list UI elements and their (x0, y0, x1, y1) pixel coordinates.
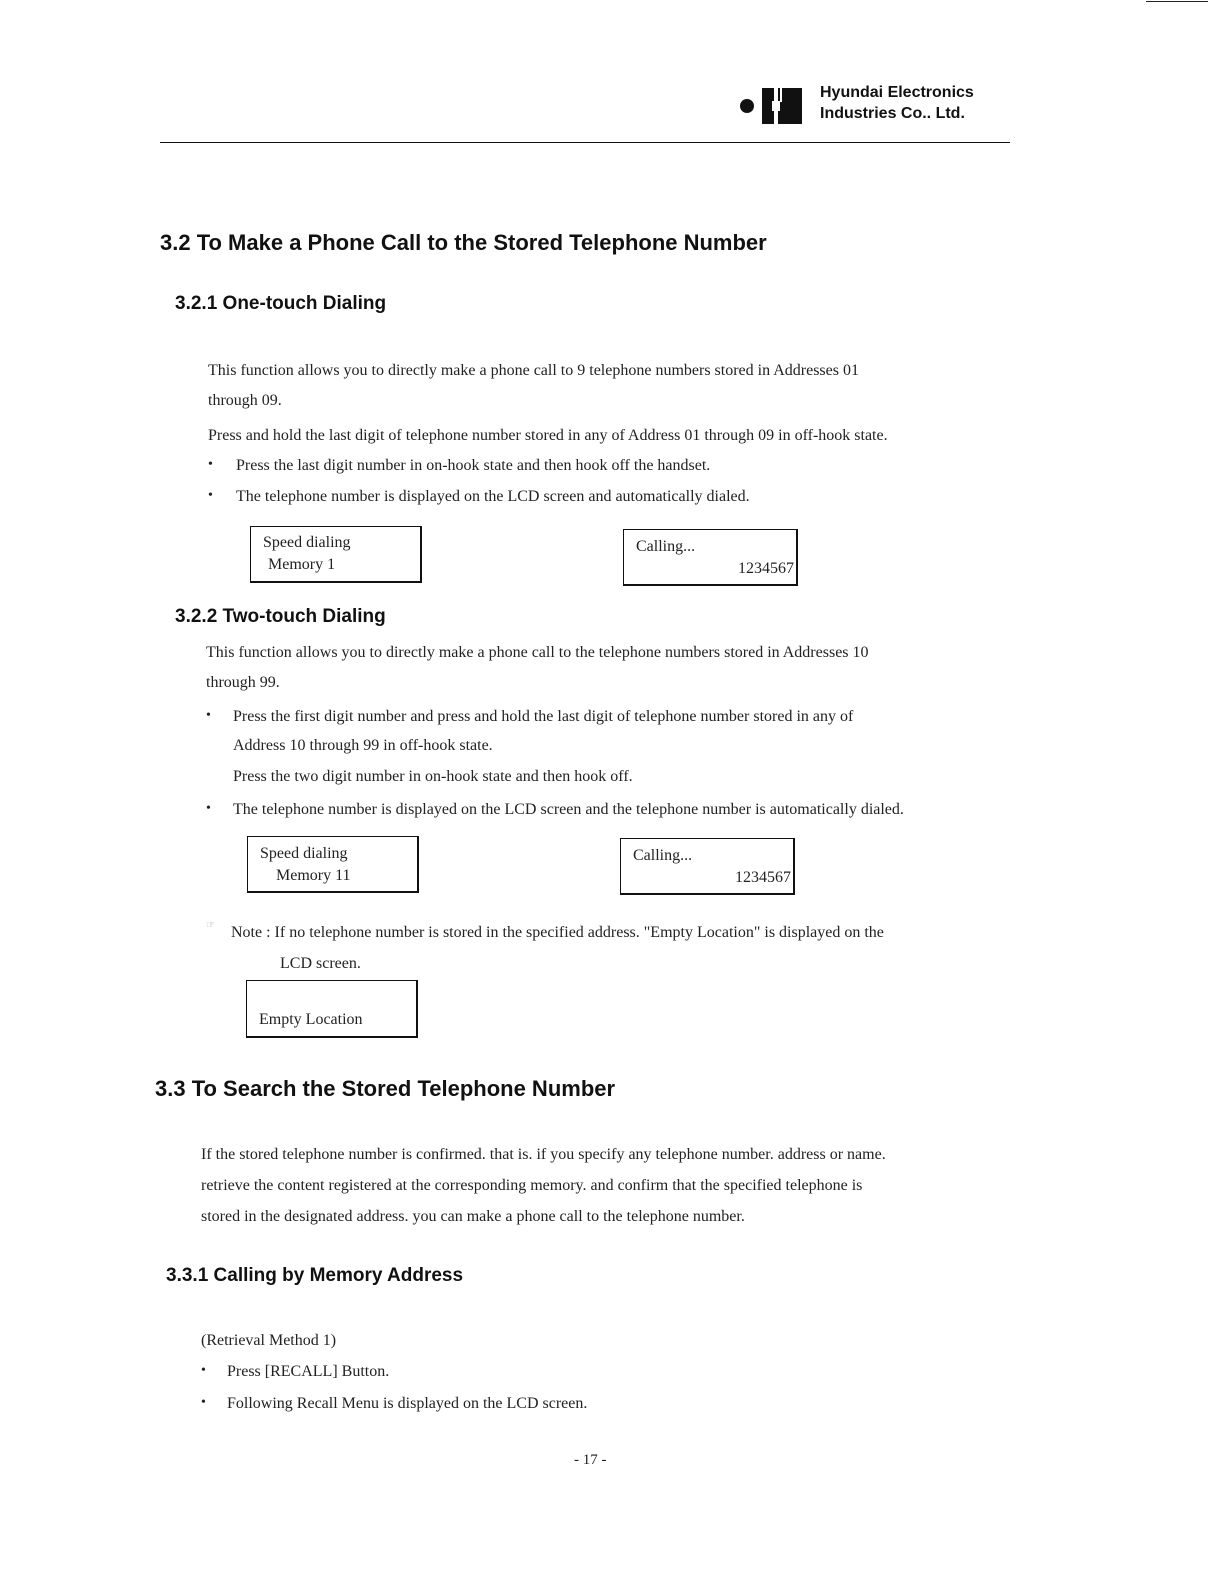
s33-para-line3: stored in the designated address. you can make a phone call to the telephone number. (201, 1208, 745, 1225)
corner-mark (1146, 1, 1208, 2)
lcd-calling-2 (620, 838, 795, 895)
bullet-dot: • (201, 1395, 206, 1410)
lcd-line-1: Calling... (633, 847, 693, 864)
s321-bullet1: Press the last digit number in on-hook state and then hook off the handset. (236, 457, 711, 474)
s331-method: (Retrieval Method 1) (201, 1332, 337, 1349)
bullet-dot: • (201, 1363, 206, 1378)
page-number: - 17 - (574, 1452, 607, 1468)
s321-bullet2: The telephone number is displayed on the LCD screen and automatically dialed. (236, 488, 750, 505)
section-3-3-1-title: 3.3.1 Calling by Memory Address (166, 1265, 464, 1286)
section-3-2-1-title: 3.2.1 One-touch Dialing (175, 293, 387, 314)
s331-bullet2: Following Recall Menu is displayed on the LCD screen. (227, 1395, 588, 1412)
lcd-line-1: Speed dialing (260, 845, 348, 862)
company-name (820, 82, 974, 124)
hyundai-logo-icon (738, 84, 806, 128)
s33-para-line1: If the stored telephone number is confirmed. that is. if you specify any telephone number. address or name. (201, 1146, 886, 1163)
s322-para1-line2: through 99. (206, 674, 280, 691)
s322-bullet2: The telephone number is displayed on the LCD screen and the telephone number is automatically dialed. (233, 801, 904, 818)
company-line-2: Industries Co.. Ltd. (820, 105, 965, 122)
section-3-3-title: 3.3 To Search the Stored Telephone Number (155, 1076, 616, 1101)
company-line-1: Hyundai Electronics (820, 84, 974, 101)
s322-bullet1-line2: Address 10 through 99 in off-hook state. (233, 737, 493, 754)
lcd-line-2: 1234567 (735, 869, 791, 886)
lcd-line-1: Speed dialing (263, 534, 351, 551)
section-3-2-2-title: 3.2.2 Two-touch Dialing (175, 606, 386, 627)
s322-bullet1-line3: Press the two digit number in on-hook state and then hook off. (233, 768, 633, 785)
note-line1: Note : If no telephone number is stored in the specified address. "Empty Location" is displayed on the (231, 924, 884, 941)
bullet-dot: • (208, 488, 213, 503)
s321-para1-line1: This function allows you to directly make a phone call to 9 telephone numbers stored in Addresses 01 (208, 362, 859, 379)
s321-para1-line2: through 09. (208, 392, 282, 409)
lcd-speed-dialing-1 (250, 526, 422, 583)
lcd-speed-dialing-11 (247, 836, 419, 893)
s322-para1-line1: This function allows you to directly make a phone call to the telephone numbers stored in Addresses 10 (206, 644, 869, 661)
s33-para-line2: retrieve the content registered at the corresponding memory. and confirm that the specified telephone is (201, 1177, 863, 1194)
lcd-empty-location (246, 980, 418, 1038)
lcd-calling-1 (623, 529, 798, 586)
lcd-line-2: Empty Location (259, 1011, 363, 1028)
s321-para2: Press and hold the last digit of telephone number stored in any of Address 01 through 09 in off-hook state. (208, 427, 888, 444)
bullet-dot: • (206, 708, 211, 723)
s322-bullet1-line1: Press the first digit number and press and hold the last digit of telephone number stored in any of (233, 708, 854, 725)
lcd-line-2: Memory 1 (268, 556, 336, 573)
lcd-line-2: Memory 11 (276, 867, 351, 884)
section-3-2-title: 3.2 To Make a Phone Call to the Stored Telephone Number (160, 230, 767, 255)
bullet-dot: • (206, 801, 211, 816)
note-line2: LCD screen. (280, 955, 361, 972)
note-mark-icon: ☞ (206, 920, 215, 931)
header-rule (160, 142, 1010, 143)
s331-bullet1: Press [RECALL] Button. (227, 1363, 390, 1380)
bullet-dot: • (208, 457, 213, 472)
lcd-line-1: Calling... (636, 538, 696, 555)
lcd-line-2: 1234567 (738, 560, 794, 577)
